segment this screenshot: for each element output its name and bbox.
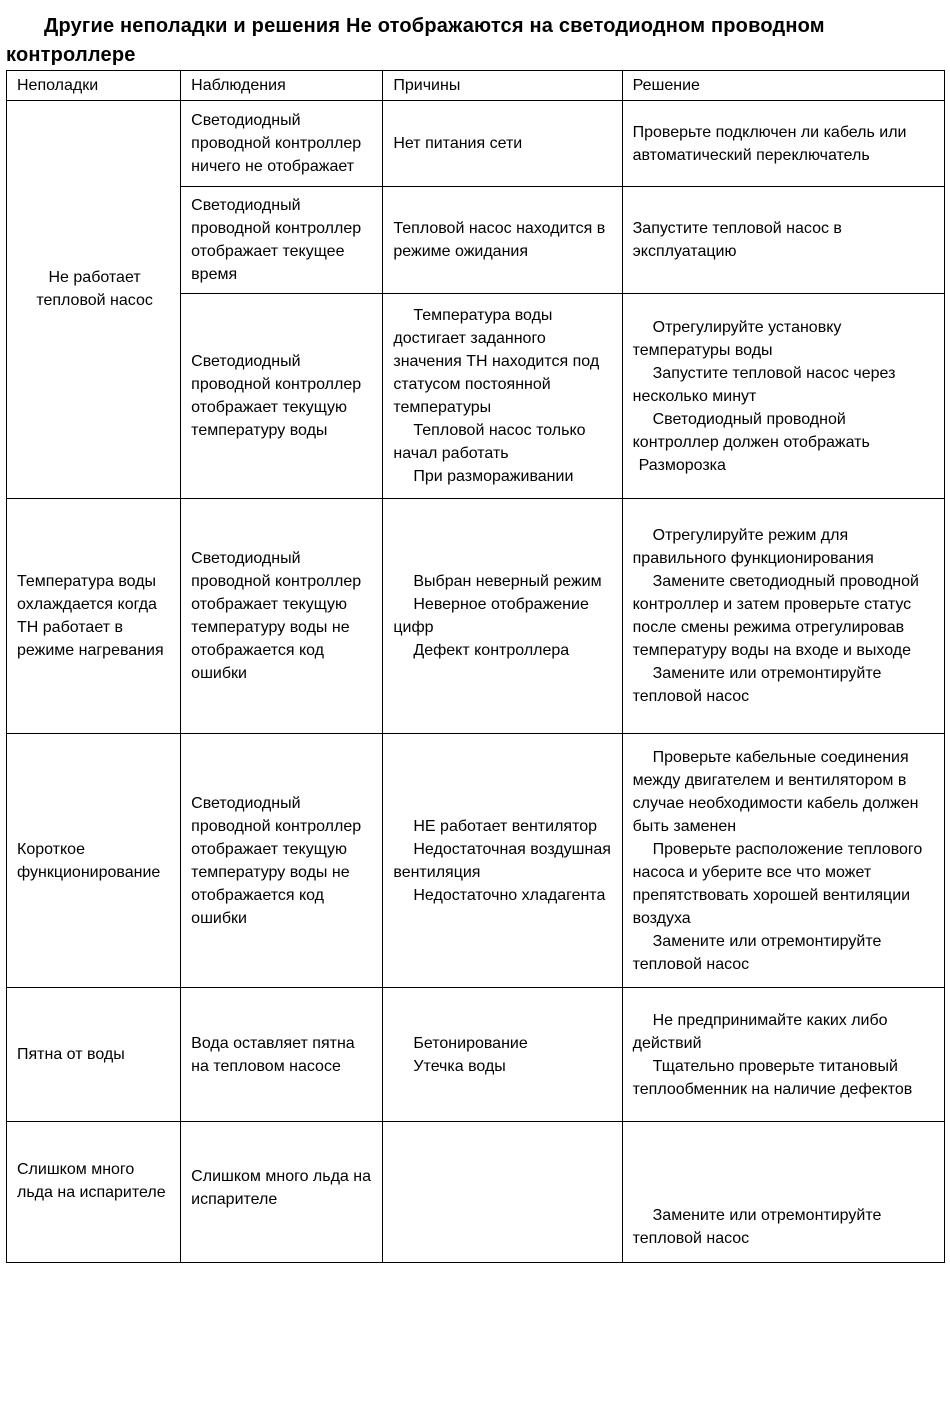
table-row bbox=[7, 499, 945, 734]
cause-cell bbox=[383, 101, 622, 187]
table-row bbox=[7, 101, 945, 187]
page-title: Другие неполадки и решения Не отображаются на светодиодном проводном контроллере bbox=[6, 15, 825, 66]
cause-item: Тепловой насос находится в режиме ожидания bbox=[393, 220, 606, 260]
header-observations: Наблюдения bbox=[181, 71, 383, 101]
header-solution: Решение bbox=[622, 71, 944, 101]
cause-item: Утечка воды bbox=[413, 1057, 506, 1075]
table-row bbox=[7, 1122, 945, 1263]
table-row bbox=[7, 988, 945, 1122]
cause-cell bbox=[383, 1122, 622, 1263]
cause-item: Бетонирование bbox=[413, 1034, 528, 1052]
solution-cell bbox=[622, 499, 944, 734]
solution-item: Светодиодный проводной контроллер должен отображать bbox=[632, 410, 870, 451]
cause-item: Недостаточно хладагента bbox=[413, 886, 606, 904]
cause-item: Дефект контроллера bbox=[413, 642, 570, 659]
observation-cell: Светодиодный проводной контроллер отображает текущую температуру воды не отображается код ошибки bbox=[181, 734, 383, 988]
cause-item: Тепловой насос только начал работать bbox=[393, 422, 586, 462]
cause-item: Нет питания сети bbox=[393, 135, 523, 152]
cause-cell bbox=[383, 187, 622, 294]
observation-cell: Светодиодный проводной контроллер отображает текущую температуру воды bbox=[181, 294, 383, 499]
problem-cell: Короткое функционирование bbox=[7, 734, 181, 988]
observation-cell: Светодиодный проводной контроллер отображает текущую температуру воды не отображается код ошибки bbox=[181, 499, 383, 734]
cause-item: Недостаточная воздушная вентиляция bbox=[393, 840, 611, 881]
problem-cell: Не работает тепловой насос bbox=[7, 101, 181, 499]
cause-item: Неверное отображение цифр bbox=[393, 596, 589, 636]
cause-cell bbox=[383, 499, 622, 734]
solution-cell bbox=[622, 187, 944, 294]
solution-cell bbox=[622, 734, 944, 988]
problem-cell: Слишком много льда на испарителе bbox=[7, 1122, 181, 1263]
troubleshooting-table bbox=[6, 70, 945, 1263]
solution-item: Тщательно проверьте титановый теплообменник на наличие дефектов bbox=[632, 1057, 913, 1098]
solution-item: Отрегулируйте режим для правильного функционирования bbox=[632, 527, 874, 567]
solution-item: Замените или отремонтируйте тепловой насос bbox=[632, 665, 882, 705]
observation-cell: Слишком много льда на испарителе bbox=[181, 1122, 383, 1263]
solution-cell bbox=[622, 101, 944, 187]
solution-cell bbox=[622, 294, 944, 499]
table-row bbox=[7, 734, 945, 988]
solution-item: Проверьте кабельные соединения между двигателем и вентилятором в случае необходимости кабель должен быть заменен bbox=[632, 748, 919, 835]
solution-item: Отрегулируйте установку температуры воды bbox=[632, 318, 842, 359]
solution-item: Запустите тепловой насос в эксплуатацию bbox=[632, 220, 842, 260]
solution-item: Проверьте расположение теплового насоса и уберите все что может препятствовать хорошей вентиляции воздуха bbox=[632, 840, 923, 927]
solution-item: Замените или отремонтируйте тепловой насос bbox=[632, 1207, 882, 1247]
solution-item: Разморозка bbox=[638, 456, 726, 474]
problem-cell: Температура воды охлаждается когда ТН работает в режиме нагревания bbox=[7, 499, 181, 734]
solution-item: Не предпринимайте каких либо действий bbox=[632, 1011, 888, 1052]
cause-cell bbox=[383, 294, 622, 499]
solution-cell bbox=[622, 1122, 944, 1263]
solution-cell bbox=[622, 988, 944, 1122]
header-causes: Причины bbox=[383, 71, 622, 101]
solution-item: Запустите тепловой насос через несколько минут bbox=[632, 364, 896, 405]
problem-cell: Пятна от воды bbox=[7, 988, 181, 1122]
observation-cell: Светодиодный проводной контроллер ничего не отображает bbox=[181, 101, 383, 187]
cause-item: Выбран неверный режим bbox=[413, 573, 602, 590]
table-header-row bbox=[7, 71, 945, 101]
cause-item: Температура воды достигает заданного значения ТН находится под статусом постоянной температуры bbox=[393, 307, 600, 416]
solution-item: Замените светодиодный проводной контроллер и затем проверьте статус после смены режима отрегулировав температуру воды на входе и выходе bbox=[632, 573, 919, 659]
header-problems: Неполадки bbox=[7, 71, 181, 101]
observation-cell: Светодиодный проводной контроллер отображает текущее время bbox=[181, 187, 383, 294]
observation-cell: Вода оставляет пятна на тепловом насосе bbox=[181, 988, 383, 1122]
cause-item: При размораживании bbox=[413, 468, 574, 485]
solution-item: Проверьте подключен ли кабель или автоматический переключатель bbox=[632, 123, 907, 164]
cause-item: НЕ работает вентилятор bbox=[413, 817, 598, 835]
solution-item: Замените или отремонтируйте тепловой насос bbox=[632, 932, 882, 973]
cause-cell bbox=[383, 734, 622, 988]
cause-cell bbox=[383, 988, 622, 1122]
